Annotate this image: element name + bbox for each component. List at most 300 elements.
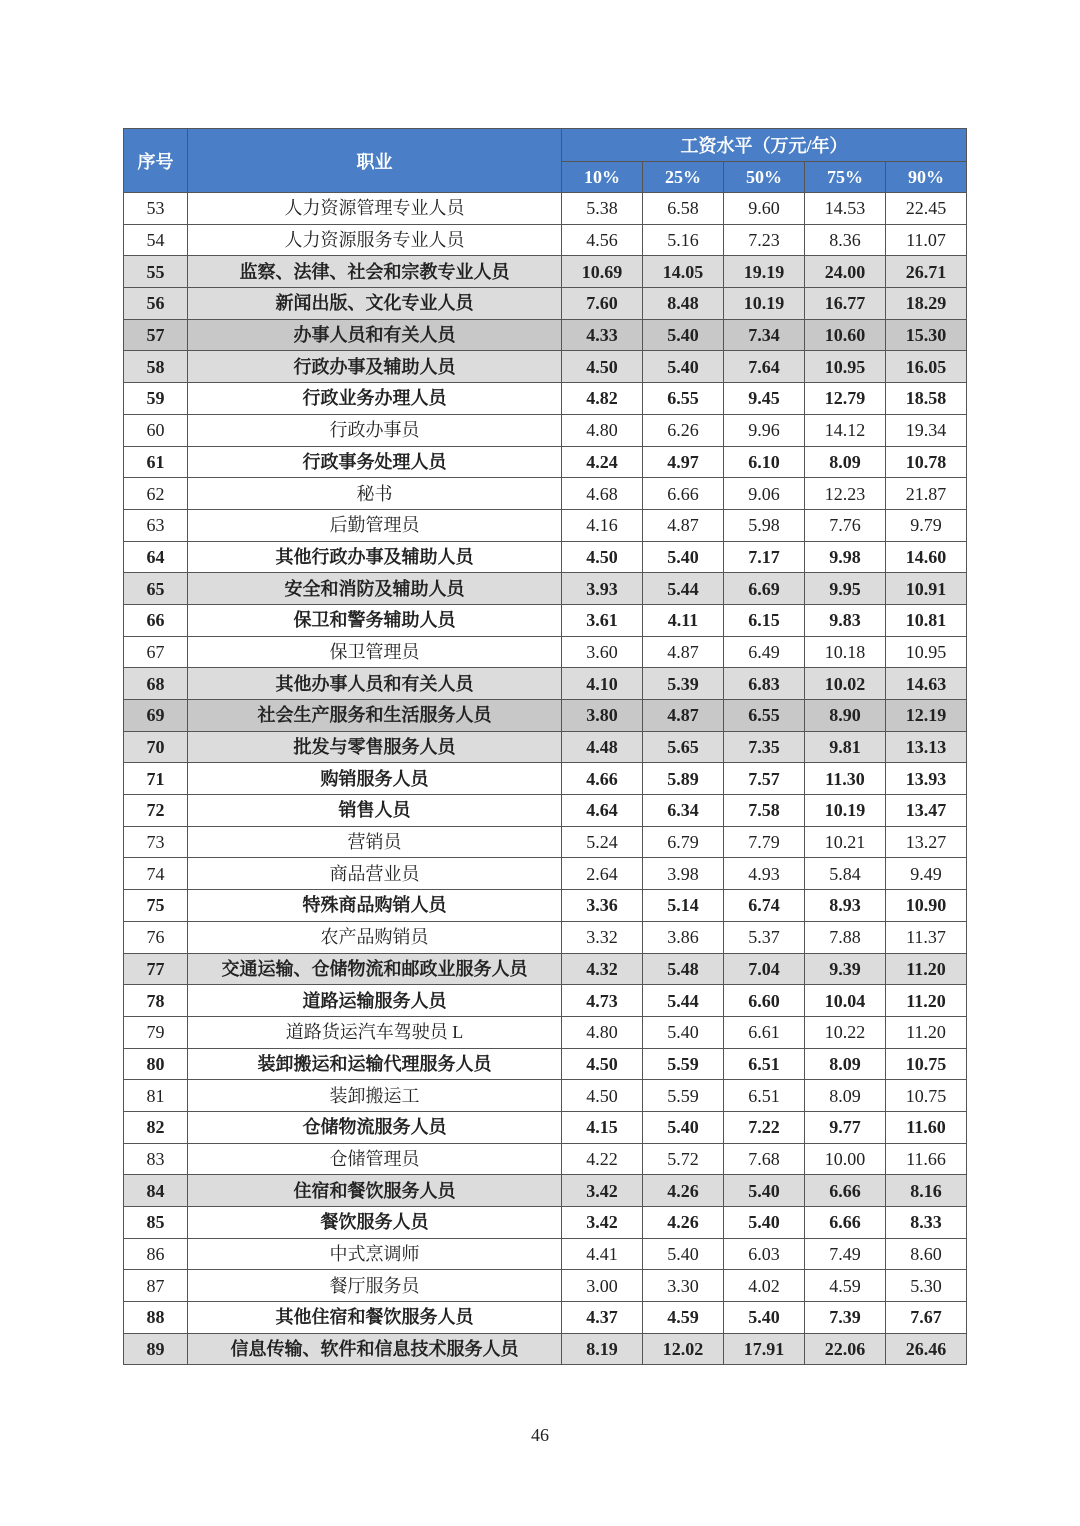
header-p90: 90%: [886, 162, 967, 193]
row-index: 66: [124, 604, 188, 636]
row-salary-p90: 11.60: [886, 1111, 967, 1143]
row-salary-p90: 16.05: [886, 351, 967, 383]
row-salary-p90: 22.45: [886, 193, 967, 225]
row-occupation: 其他住宿和餐饮服务人员: [188, 1302, 562, 1334]
row-occupation: 道路货运汽车驾驶员 L: [188, 1016, 562, 1048]
row-salary-p75: 6.66: [805, 1175, 886, 1207]
row-salary-p90: 11.20: [886, 985, 967, 1017]
row-salary-p75: 10.18: [805, 636, 886, 668]
table-row: [124, 1333, 967, 1365]
row-index: 86: [124, 1238, 188, 1270]
table-row: [124, 351, 967, 383]
row-salary-p50: 19.19: [724, 256, 805, 288]
row-salary-p10: 3.60: [562, 636, 643, 668]
row-salary-p75: 10.04: [805, 985, 886, 1017]
row-salary-p25: 14.05: [643, 256, 724, 288]
row-index: 87: [124, 1270, 188, 1302]
row-index: 85: [124, 1207, 188, 1239]
row-salary-p25: 5.44: [643, 573, 724, 605]
row-occupation: 安全和消防及辅助人员: [188, 573, 562, 605]
row-salary-p75: 10.21: [805, 826, 886, 858]
table-row: [124, 985, 967, 1017]
row-occupation: 行政办事员: [188, 414, 562, 446]
row-index: 75: [124, 890, 188, 922]
row-salary-p90: 7.67: [886, 1302, 967, 1334]
row-salary-p75: 8.90: [805, 700, 886, 732]
row-salary-p50: 6.60: [724, 985, 805, 1017]
row-index: 65: [124, 573, 188, 605]
row-salary-p90: 26.71: [886, 256, 967, 288]
row-salary-p25: 3.30: [643, 1270, 724, 1302]
row-salary-p10: 4.32: [562, 953, 643, 985]
table-row: [124, 1111, 967, 1143]
row-salary-p90: 18.58: [886, 383, 967, 415]
row-salary-p90: 14.63: [886, 668, 967, 700]
row-salary-p75: 22.06: [805, 1333, 886, 1365]
row-occupation: 特殊商品购销人员: [188, 890, 562, 922]
row-salary-p90: 11.37: [886, 921, 967, 953]
row-occupation: 农产品购销员: [188, 921, 562, 953]
row-salary-p90: 10.81: [886, 604, 967, 636]
table-row: [124, 541, 967, 573]
row-salary-p90: 5.30: [886, 1270, 967, 1302]
row-salary-p90: 8.16: [886, 1175, 967, 1207]
row-occupation: 人力资源服务专业人员: [188, 224, 562, 256]
row-salary-p75: 4.59: [805, 1270, 886, 1302]
row-salary-p10: 4.48: [562, 731, 643, 763]
row-occupation: 住宿和餐饮服务人员: [188, 1175, 562, 1207]
row-salary-p25: 4.26: [643, 1175, 724, 1207]
row-salary-p50: 4.02: [724, 1270, 805, 1302]
row-salary-p75: 14.12: [805, 414, 886, 446]
row-salary-p75: 8.36: [805, 224, 886, 256]
row-salary-p50: 7.58: [724, 795, 805, 827]
row-salary-p10: 4.68: [562, 478, 643, 510]
row-salary-p10: 8.19: [562, 1333, 643, 1365]
header-occupation: 职业: [188, 129, 562, 193]
row-index: 84: [124, 1175, 188, 1207]
row-occupation: 办事人员和有关人员: [188, 319, 562, 351]
row-occupation: 餐饮服务人员: [188, 1207, 562, 1239]
row-index: 57: [124, 319, 188, 351]
row-salary-p25: 6.55: [643, 383, 724, 415]
row-occupation: 批发与零售服务人员: [188, 731, 562, 763]
row-salary-p25: 4.11: [643, 604, 724, 636]
header-salary-group: 工资水平（万元/年）: [562, 129, 967, 162]
row-salary-p10: 4.41: [562, 1238, 643, 1270]
row-salary-p90: 9.79: [886, 509, 967, 541]
row-salary-p90: 9.49: [886, 858, 967, 890]
row-salary-p25: 5.65: [643, 731, 724, 763]
table-row: [124, 890, 967, 922]
row-salary-p75: 7.39: [805, 1302, 886, 1334]
row-salary-p50: 6.83: [724, 668, 805, 700]
header-p10: 10%: [562, 162, 643, 193]
row-index: 61: [124, 446, 188, 478]
page-number: 46: [531, 1425, 549, 1445]
row-occupation: 商品营业员: [188, 858, 562, 890]
table-row: [124, 573, 967, 605]
row-index: 54: [124, 224, 188, 256]
row-salary-p50: 6.51: [724, 1048, 805, 1080]
row-salary-p50: 17.91: [724, 1333, 805, 1365]
row-occupation: 行政业务办理人员: [188, 383, 562, 415]
row-salary-p10: 5.24: [562, 826, 643, 858]
row-occupation: 行政办事及辅助人员: [188, 351, 562, 383]
row-salary-p50: 4.93: [724, 858, 805, 890]
row-salary-p75: 8.09: [805, 446, 886, 478]
row-salary-p50: 7.17: [724, 541, 805, 573]
row-salary-p10: 4.80: [562, 1016, 643, 1048]
salary-table: [123, 128, 967, 1365]
table-row: [124, 795, 967, 827]
header-p50: 50%: [724, 162, 805, 193]
row-salary-p50: 7.68: [724, 1143, 805, 1175]
row-salary-p25: 4.59: [643, 1302, 724, 1334]
row-salary-p75: 14.53: [805, 193, 886, 225]
table-row: [124, 193, 967, 225]
row-salary-p25: 5.40: [643, 319, 724, 351]
row-occupation: 仓储管理员: [188, 1143, 562, 1175]
row-index: 81: [124, 1080, 188, 1112]
row-salary-p25: 5.48: [643, 953, 724, 985]
row-occupation: 保卫和警务辅助人员: [188, 604, 562, 636]
row-salary-p10: 4.16: [562, 509, 643, 541]
row-salary-p10: 3.36: [562, 890, 643, 922]
table-row: [124, 636, 967, 668]
row-occupation: 中式烹调师: [188, 1238, 562, 1270]
table-row: [124, 414, 967, 446]
table-row: [124, 953, 967, 985]
row-salary-p75: 8.09: [805, 1048, 886, 1080]
row-salary-p50: 7.34: [724, 319, 805, 351]
row-occupation: 其他办事人员和有关人员: [188, 668, 562, 700]
row-salary-p10: 4.50: [562, 1080, 643, 1112]
row-index: 80: [124, 1048, 188, 1080]
table-row: [124, 763, 967, 795]
row-index: 89: [124, 1333, 188, 1365]
row-salary-p25: 12.02: [643, 1333, 724, 1365]
row-salary-p10: 4.73: [562, 985, 643, 1017]
row-occupation: 营销员: [188, 826, 562, 858]
row-occupation: 行政事务处理人员: [188, 446, 562, 478]
row-salary-p90: 15.30: [886, 319, 967, 351]
row-salary-p90: 10.75: [886, 1080, 967, 1112]
row-salary-p10: 4.50: [562, 1048, 643, 1080]
row-salary-p10: 3.42: [562, 1175, 643, 1207]
row-salary-p25: 5.39: [643, 668, 724, 700]
row-salary-p25: 6.79: [643, 826, 724, 858]
table-row: [124, 1143, 967, 1175]
row-salary-p50: 6.10: [724, 446, 805, 478]
row-salary-p10: 4.10: [562, 668, 643, 700]
row-index: 59: [124, 383, 188, 415]
table-row: [124, 731, 967, 763]
row-salary-p10: 4.37: [562, 1302, 643, 1334]
row-index: 72: [124, 795, 188, 827]
row-salary-p25: 8.48: [643, 288, 724, 320]
row-occupation: 道路运输服务人员: [188, 985, 562, 1017]
row-salary-p25: 5.89: [643, 763, 724, 795]
row-salary-p10: 4.66: [562, 763, 643, 795]
row-salary-p25: 5.40: [643, 541, 724, 573]
row-salary-p75: 5.84: [805, 858, 886, 890]
row-index: 60: [124, 414, 188, 446]
row-index: 82: [124, 1111, 188, 1143]
row-salary-p90: 13.47: [886, 795, 967, 827]
row-occupation: 信息传输、软件和信息技术服务人员: [188, 1333, 562, 1365]
row-salary-p50: 5.98: [724, 509, 805, 541]
row-salary-p10: 3.00: [562, 1270, 643, 1302]
row-index: 76: [124, 921, 188, 953]
row-salary-p90: 26.46: [886, 1333, 967, 1365]
row-occupation: 装卸搬运工: [188, 1080, 562, 1112]
table-row: [124, 921, 967, 953]
row-salary-p25: 3.86: [643, 921, 724, 953]
table-row: [124, 668, 967, 700]
table-row: [124, 446, 967, 478]
header-index: 序号: [124, 129, 188, 193]
row-salary-p75: 10.60: [805, 319, 886, 351]
row-salary-p10: 3.32: [562, 921, 643, 953]
row-salary-p90: 11.20: [886, 953, 967, 985]
row-salary-p50: 5.40: [724, 1207, 805, 1239]
row-salary-p50: 7.64: [724, 351, 805, 383]
row-salary-p10: 4.22: [562, 1143, 643, 1175]
row-salary-p75: 24.00: [805, 256, 886, 288]
row-salary-p25: 5.59: [643, 1048, 724, 1080]
row-index: 62: [124, 478, 188, 510]
table-row: [124, 478, 967, 510]
row-index: 78: [124, 985, 188, 1017]
header-p25: 25%: [643, 162, 724, 193]
row-index: 64: [124, 541, 188, 573]
row-occupation: 餐厅服务员: [188, 1270, 562, 1302]
row-salary-p10: 5.38: [562, 193, 643, 225]
table-row: [124, 700, 967, 732]
row-salary-p10: 3.80: [562, 700, 643, 732]
row-salary-p10: 4.56: [562, 224, 643, 256]
table-row: [124, 826, 967, 858]
row-salary-p75: 6.66: [805, 1207, 886, 1239]
row-index: 83: [124, 1143, 188, 1175]
row-index: 53: [124, 193, 188, 225]
row-salary-p10: 3.61: [562, 604, 643, 636]
row-salary-p10: 4.64: [562, 795, 643, 827]
row-salary-p10: 3.93: [562, 573, 643, 605]
row-salary-p25: 6.26: [643, 414, 724, 446]
row-salary-p75: 10.02: [805, 668, 886, 700]
row-index: 63: [124, 509, 188, 541]
header-p75: 75%: [805, 162, 886, 193]
row-salary-p10: 4.50: [562, 351, 643, 383]
row-salary-p90: 8.60: [886, 1238, 967, 1270]
row-salary-p10: 2.64: [562, 858, 643, 890]
row-salary-p75: 10.95: [805, 351, 886, 383]
row-salary-p50: 7.04: [724, 953, 805, 985]
row-salary-p75: 8.93: [805, 890, 886, 922]
table-row: [124, 224, 967, 256]
row-index: 70: [124, 731, 188, 763]
row-salary-p50: 6.61: [724, 1016, 805, 1048]
row-salary-p75: 9.81: [805, 731, 886, 763]
row-salary-p10: 10.69: [562, 256, 643, 288]
row-salary-p25: 4.97: [643, 446, 724, 478]
row-salary-p90: 13.93: [886, 763, 967, 795]
row-salary-p25: 5.14: [643, 890, 724, 922]
row-salary-p75: 12.79: [805, 383, 886, 415]
row-salary-p25: 5.72: [643, 1143, 724, 1175]
row-salary-p90: 13.27: [886, 826, 967, 858]
row-salary-p50: 6.69: [724, 573, 805, 605]
row-index: 67: [124, 636, 188, 668]
row-salary-p25: 5.59: [643, 1080, 724, 1112]
row-salary-p75: 12.23: [805, 478, 886, 510]
row-salary-p10: 4.80: [562, 414, 643, 446]
salary-table-container: [123, 128, 966, 1365]
table-row: [124, 604, 967, 636]
row-occupation: 销售人员: [188, 795, 562, 827]
row-salary-p10: 4.50: [562, 541, 643, 573]
row-salary-p75: 10.19: [805, 795, 886, 827]
row-salary-p75: 9.83: [805, 604, 886, 636]
row-salary-p50: 9.60: [724, 193, 805, 225]
row-salary-p90: 12.19: [886, 700, 967, 732]
row-index: 58: [124, 351, 188, 383]
row-salary-p25: 4.87: [643, 700, 724, 732]
row-salary-p10: 4.24: [562, 446, 643, 478]
row-salary-p90: 10.91: [886, 573, 967, 605]
header-row-1: [124, 129, 967, 162]
row-occupation: 秘书: [188, 478, 562, 510]
row-salary-p25: 6.34: [643, 795, 724, 827]
table-row: [124, 1016, 967, 1048]
row-salary-p50: 10.19: [724, 288, 805, 320]
table-row: [124, 858, 967, 890]
table-row: [124, 1238, 967, 1270]
row-salary-p25: 3.98: [643, 858, 724, 890]
row-salary-p50: 7.57: [724, 763, 805, 795]
row-salary-p50: 9.45: [724, 383, 805, 415]
row-salary-p90: 13.13: [886, 731, 967, 763]
table-row: [124, 1048, 967, 1080]
row-index: 55: [124, 256, 188, 288]
row-salary-p75: 10.22: [805, 1016, 886, 1048]
row-occupation: 保卫管理员: [188, 636, 562, 668]
row-salary-p50: 6.49: [724, 636, 805, 668]
row-salary-p50: 5.37: [724, 921, 805, 953]
row-salary-p75: 11.30: [805, 763, 886, 795]
row-salary-p50: 7.35: [724, 731, 805, 763]
row-index: 69: [124, 700, 188, 732]
table-row: [124, 319, 967, 351]
row-salary-p10: 4.15: [562, 1111, 643, 1143]
row-salary-p25: 5.40: [643, 1238, 724, 1270]
row-salary-p90: 10.78: [886, 446, 967, 478]
row-salary-p50: 6.03: [724, 1238, 805, 1270]
table-row: [124, 1175, 967, 1207]
row-salary-p90: 10.75: [886, 1048, 967, 1080]
row-salary-p90: 21.87: [886, 478, 967, 510]
row-index: 73: [124, 826, 188, 858]
row-occupation: 交通运输、仓储物流和邮政业服务人员: [188, 953, 562, 985]
row-salary-p25: 6.66: [643, 478, 724, 510]
row-index: 74: [124, 858, 188, 890]
row-salary-p25: 5.40: [643, 1016, 724, 1048]
table-row: [124, 1270, 967, 1302]
row-salary-p50: 5.40: [724, 1175, 805, 1207]
row-salary-p50: 9.06: [724, 478, 805, 510]
row-occupation: 社会生产服务和生活服务人员: [188, 700, 562, 732]
row-salary-p25: 5.40: [643, 351, 724, 383]
row-salary-p90: 11.20: [886, 1016, 967, 1048]
row-salary-p90: 19.34: [886, 414, 967, 446]
row-salary-p50: 6.15: [724, 604, 805, 636]
row-index: 71: [124, 763, 188, 795]
table-row: [124, 288, 967, 320]
row-salary-p50: 5.40: [724, 1302, 805, 1334]
table-body: [124, 193, 967, 1365]
row-index: 77: [124, 953, 188, 985]
table-row: [124, 256, 967, 288]
row-occupation: 购销服务人员: [188, 763, 562, 795]
table-row: [124, 1080, 967, 1112]
row-salary-p75: 8.09: [805, 1080, 886, 1112]
row-occupation: 人力资源管理专业人员: [188, 193, 562, 225]
row-salary-p50: 9.96: [724, 414, 805, 446]
row-occupation: 仓储物流服务人员: [188, 1111, 562, 1143]
row-salary-p75: 16.77: [805, 288, 886, 320]
row-salary-p75: 7.88: [805, 921, 886, 953]
row-index: 56: [124, 288, 188, 320]
row-salary-p50: 7.23: [724, 224, 805, 256]
row-salary-p50: 6.55: [724, 700, 805, 732]
row-occupation: 新闻出版、文化专业人员: [188, 288, 562, 320]
row-salary-p25: 4.87: [643, 509, 724, 541]
row-index: 79: [124, 1016, 188, 1048]
row-salary-p25: 4.87: [643, 636, 724, 668]
row-salary-p25: 6.58: [643, 193, 724, 225]
row-index: 68: [124, 668, 188, 700]
row-salary-p50: 7.22: [724, 1111, 805, 1143]
row-occupation: 装卸搬运和运输代理服务人员: [188, 1048, 562, 1080]
row-salary-p90: 8.33: [886, 1207, 967, 1239]
row-occupation: 其他行政办事及辅助人员: [188, 541, 562, 573]
table-row: [124, 383, 967, 415]
row-index: 88: [124, 1302, 188, 1334]
table-row: [124, 1302, 967, 1334]
table-row: [124, 509, 967, 541]
row-salary-p10: 4.82: [562, 383, 643, 415]
table-row: [124, 1207, 967, 1239]
row-salary-p90: 14.60: [886, 541, 967, 573]
row-salary-p25: 5.44: [643, 985, 724, 1017]
row-salary-p75: 7.49: [805, 1238, 886, 1270]
row-salary-p90: 10.90: [886, 890, 967, 922]
row-salary-p75: 9.39: [805, 953, 886, 985]
row-salary-p75: 9.98: [805, 541, 886, 573]
row-salary-p75: 9.77: [805, 1111, 886, 1143]
row-salary-p75: 9.95: [805, 573, 886, 605]
row-salary-p90: 11.66: [886, 1143, 967, 1175]
row-salary-p25: 5.16: [643, 224, 724, 256]
row-salary-p90: 10.95: [886, 636, 967, 668]
row-salary-p10: 4.33: [562, 319, 643, 351]
row-occupation: 监察、法律、社会和宗教专业人员: [188, 256, 562, 288]
row-salary-p50: 6.74: [724, 890, 805, 922]
row-salary-p50: 6.51: [724, 1080, 805, 1112]
row-salary-p90: 18.29: [886, 288, 967, 320]
